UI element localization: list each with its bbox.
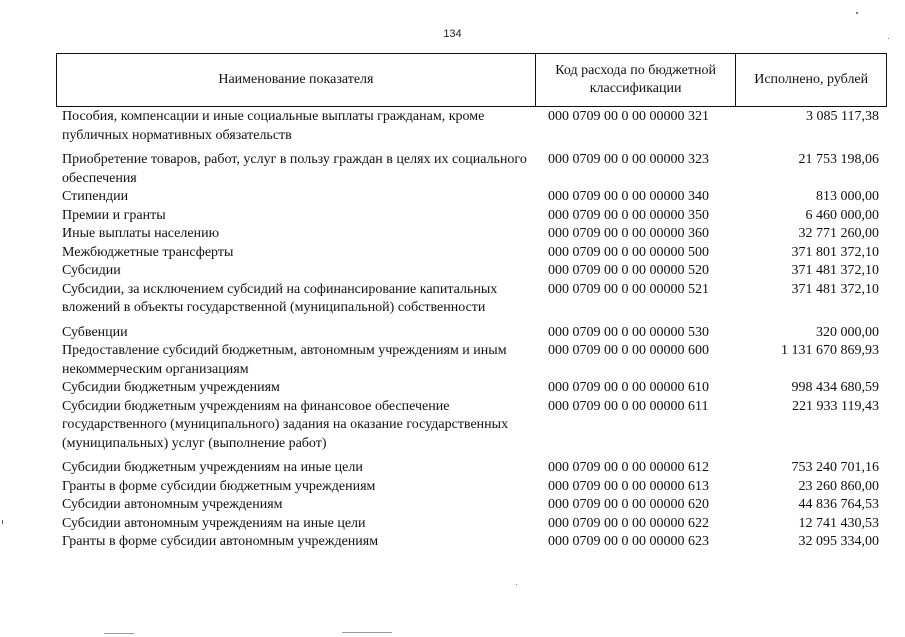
row-name: Субсидии бюджетным учреждениям на финансовое обеспечение государственного (муниципального) задания на оказание государственных (муниципальных) услуг (выполнение работ) <box>62 398 509 451</box>
scan-speck <box>2 520 3 524</box>
row-name: Стипендии <box>62 189 129 204</box>
row-code: 000 0709 00 0 00 00000 350 <box>548 207 709 223</box>
table-row <box>56 459 887 478</box>
table-row <box>56 225 887 244</box>
table-row <box>56 188 887 207</box>
scan-line <box>342 632 392 633</box>
row-code: 000 0709 00 0 00 00000 323 <box>548 152 709 167</box>
row-name: Премии и гранты <box>62 207 166 223</box>
table-row <box>56 207 887 226</box>
header-code: Код расхода по бюджетной классификации <box>536 54 737 106</box>
row-code: 000 0709 00 0 00 00000 321 <box>548 109 709 124</box>
row-name: Субвенции <box>62 324 128 340</box>
row-name: Пособия, компенсации и иные социальные выплаты гражданам, кроме публичных нормативных обязательств <box>62 109 485 143</box>
row-value: 753 240 701,16 <box>791 460 879 475</box>
row-code: 000 0709 00 0 00 00000 611 <box>548 398 709 414</box>
row-code: 000 0709 00 0 00 00000 530 <box>548 324 709 340</box>
row-value: 44 836 764,53 <box>798 497 879 512</box>
header-name: Наименование показателя <box>57 54 536 106</box>
row-name: Предоставление субсидий бюджетным, автономным учреждениям и иным некоммерческим организациям <box>62 343 507 377</box>
table-row <box>56 342 887 379</box>
table-header <box>56 53 887 107</box>
table-row <box>56 478 887 497</box>
row-value: 32 771 260,00 <box>798 226 879 241</box>
row-code: 000 0709 00 0 00 00000 623 <box>548 534 709 549</box>
row-name: Субсидии бюджетным учреждениям <box>62 380 280 395</box>
row-name: Субсидии, за исключением субсидий на софинансирование капитальных вложений в объекты государственной (муниципальной) собственности <box>62 281 498 315</box>
row-value: 32 095 334,00 <box>798 534 879 549</box>
table-row <box>56 108 887 145</box>
page-number: 134 <box>443 28 462 40</box>
row-value: 23 260 860,00 <box>798 478 879 494</box>
table-row <box>56 515 887 534</box>
row-value: 813 000,00 <box>816 189 879 204</box>
row-name: Субсидии автономным учреждениям <box>62 497 283 512</box>
row-code: 000 0709 00 0 00 00000 622 <box>548 515 709 531</box>
scan-line <box>104 633 134 634</box>
row-name: Межбюджетные трансферты <box>62 244 234 260</box>
row-code: 000 0709 00 0 00 00000 521 <box>548 281 709 297</box>
row-value: 998 434 680,59 <box>791 380 879 395</box>
table-body <box>56 108 887 552</box>
row-name: Субсидии <box>62 263 121 278</box>
row-code: 000 0709 00 0 00 00000 500 <box>548 244 709 260</box>
row-code: 000 0709 00 0 00 00000 520 <box>548 263 709 278</box>
row-value: 21 753 198,06 <box>798 152 879 167</box>
row-name: Гранты в форме субсидии бюджетным учреждениям <box>62 478 376 494</box>
scan-speck <box>516 584 517 585</box>
row-name: Субсидии бюджетным учреждениям на иные цели <box>62 460 363 475</box>
row-code: 000 0709 00 0 00 00000 360 <box>548 226 709 241</box>
scan-speck <box>856 12 858 14</box>
row-name: Гранты в форме субсидии автономным учреждениям <box>62 534 379 549</box>
table-row <box>56 244 887 263</box>
row-value: 6 460 000,00 <box>805 207 879 223</box>
row-value: 1 131 670 869,93 <box>781 343 879 358</box>
row-value: 371 481 372,10 <box>791 263 879 278</box>
table-row <box>56 379 887 398</box>
table-row <box>56 398 887 454</box>
row-value: 320 000,00 <box>816 324 879 340</box>
row-value: 221 933 119,43 <box>792 398 879 414</box>
row-value: 3 085 117,38 <box>806 109 879 124</box>
row-code: 000 0709 00 0 00 00000 613 <box>548 478 709 494</box>
row-code: 000 0709 00 0 00 00000 612 <box>548 460 709 475</box>
table-row <box>56 281 887 318</box>
row-value: 12 741 430,53 <box>798 515 879 531</box>
table-row <box>56 151 887 188</box>
row-code: 000 0709 00 0 00 00000 620 <box>548 497 709 512</box>
row-name: Иные выплаты населению <box>62 226 220 241</box>
table-row <box>56 324 887 343</box>
table-row <box>56 496 887 515</box>
header-executed: Исполнено, рублей <box>754 72 869 87</box>
row-code: 000 0709 00 0 00 00000 600 <box>548 343 709 358</box>
row-name: Субсидии автономным учреждениям на иные цели <box>62 515 366 531</box>
row-name: Приобретение товаров, работ, услуг в пользу граждан в целях их социального обеспечения <box>62 152 527 186</box>
row-code: 000 0709 00 0 00 00000 610 <box>548 380 709 395</box>
scan-speck <box>888 38 889 39</box>
row-value: 371 481 372,10 <box>791 281 879 297</box>
row-value: 371 801 372,10 <box>791 244 879 260</box>
table-row <box>56 262 887 281</box>
table-row <box>56 533 887 552</box>
row-code: 000 0709 00 0 00 00000 340 <box>548 189 709 204</box>
